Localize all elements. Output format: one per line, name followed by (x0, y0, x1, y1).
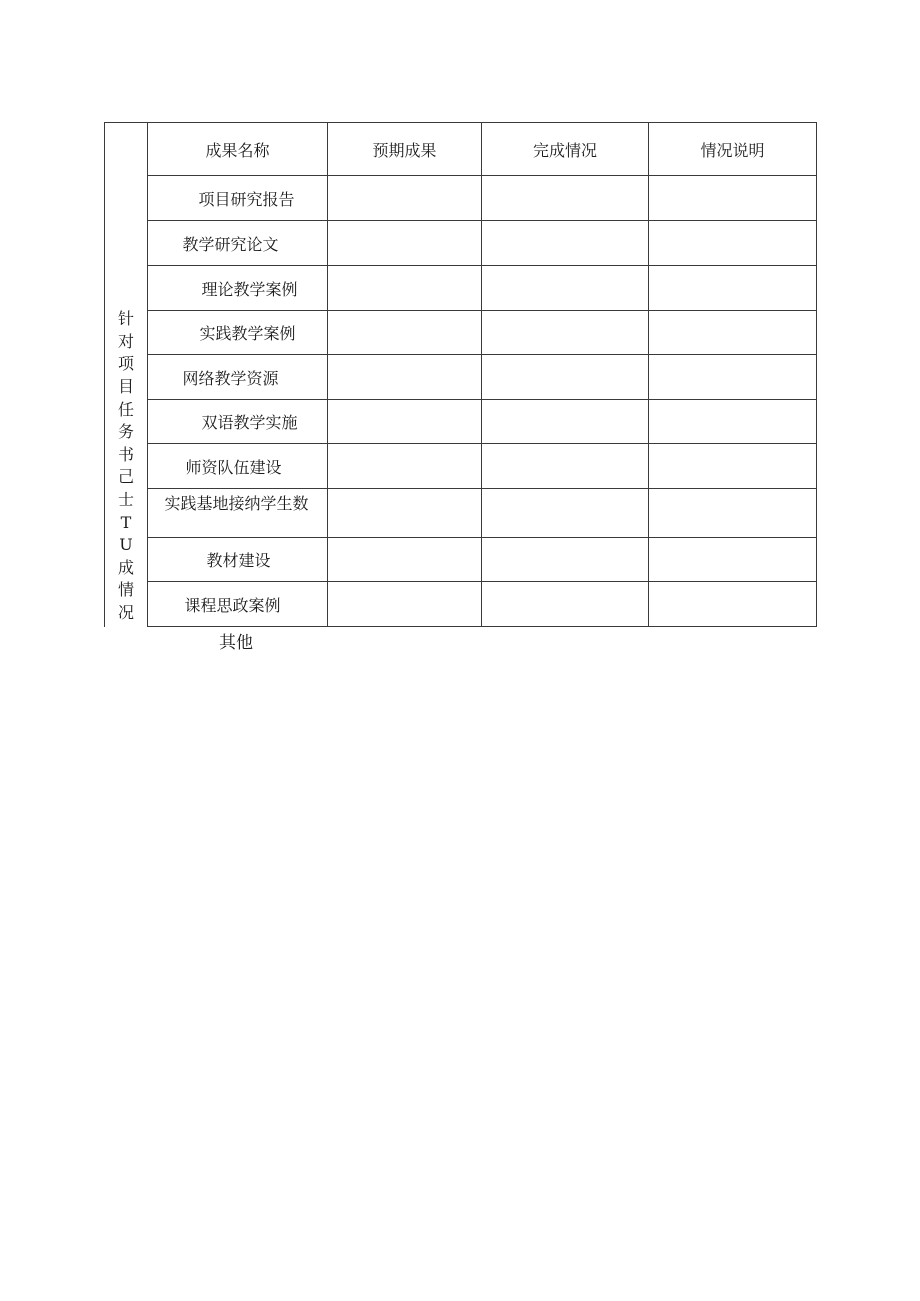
row-name: 教材建设 (148, 538, 328, 582)
row-notes-cell[interactable] (649, 400, 817, 444)
row-notes-cell[interactable] (649, 355, 817, 400)
row-name: 实践教学案例 (148, 311, 328, 355)
row-completion-cell[interactable] (482, 311, 649, 355)
table-row (105, 489, 817, 538)
table-row (105, 311, 817, 355)
row-notes-cell[interactable] (649, 582, 817, 627)
row-name: 网络教学资源 (148, 355, 328, 400)
row-expected-cell[interactable] (328, 489, 482, 538)
header-name: 成果名称 (148, 123, 328, 176)
row-expected-cell[interactable] (328, 266, 482, 311)
row-expected-cell[interactable] (328, 582, 482, 627)
header-completion: 完成情况 (482, 123, 649, 176)
row-completion-cell[interactable] (482, 266, 649, 311)
row-name: 师资队伍建设 (148, 444, 328, 489)
table-row (105, 444, 817, 489)
row-expected-cell[interactable] (328, 400, 482, 444)
row-completion-cell[interactable] (482, 489, 649, 538)
row-completion-cell[interactable] (482, 538, 649, 582)
row-completion-cell[interactable] (482, 400, 649, 444)
row-notes-cell[interactable] (649, 266, 817, 311)
table-row (105, 538, 817, 582)
row-notes-cell[interactable] (649, 444, 817, 489)
row-expected-cell[interactable] (328, 176, 482, 221)
row-name: 理论教学案例 (148, 266, 328, 311)
header-row (105, 123, 817, 176)
achievement-form-table (104, 122, 817, 627)
row-name: 实践基地接纳学生数 (148, 489, 328, 538)
row-name: 项目研究报告 (148, 176, 328, 221)
row-name: 课程思政案例 (148, 582, 328, 627)
row-completion-cell[interactable] (482, 355, 649, 400)
row-expected-cell[interactable] (328, 355, 482, 400)
row-notes-cell[interactable] (649, 176, 817, 221)
row-notes-cell[interactable] (649, 311, 817, 355)
side-label-cell (105, 123, 148, 627)
row-completion-cell[interactable] (482, 444, 649, 489)
header-expected: 预期成果 (328, 123, 482, 176)
table-row (105, 266, 817, 311)
row-name: 教学研究论文 (148, 221, 328, 266)
row-notes-cell[interactable] (649, 538, 817, 582)
header-notes: 情况说明 (649, 123, 817, 176)
side-label: 针对项目任务书己士TU成情况 (117, 309, 134, 622)
row-expected-cell[interactable] (328, 538, 482, 582)
row-notes-cell[interactable] (649, 489, 817, 538)
row-completion-cell[interactable] (482, 582, 649, 627)
table-row (105, 355, 817, 400)
table-row (105, 582, 817, 627)
row-completion-cell[interactable] (482, 221, 649, 266)
row-name: 双语教学实施 (148, 400, 328, 444)
row-expected-cell[interactable] (328, 311, 482, 355)
row-completion-cell[interactable] (482, 176, 649, 221)
row-expected-cell[interactable] (328, 221, 482, 266)
table-row (105, 221, 817, 266)
table-row (105, 400, 817, 444)
row-expected-cell[interactable] (328, 444, 482, 489)
other-label: 其他 (219, 633, 253, 653)
row-notes-cell[interactable] (649, 221, 817, 266)
table-row (105, 176, 817, 221)
